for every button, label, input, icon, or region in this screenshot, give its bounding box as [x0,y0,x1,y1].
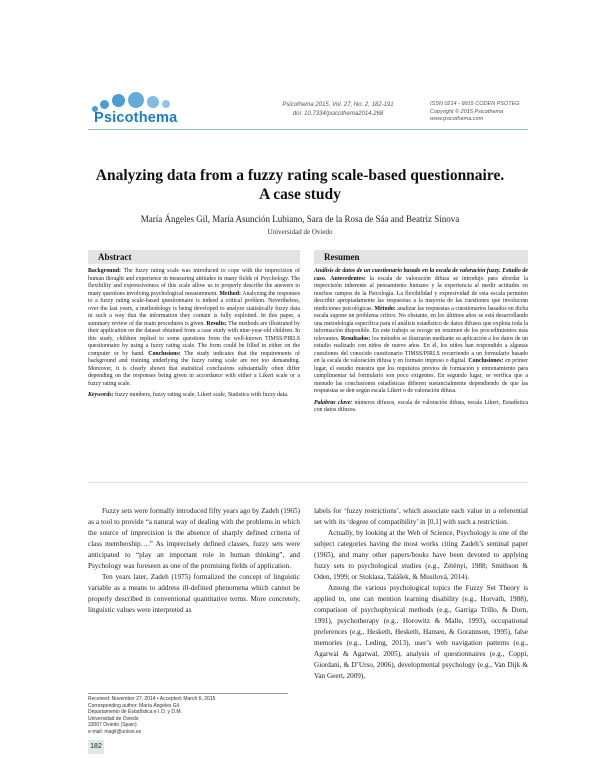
body-right-column [314,506,528,682]
page-number: 182 [88,740,104,754]
body-paragraph: Among the various psychological topics the Fuzzy Set Theory is applied to, one can mention learning disability (e.g., Horvath, 1988), comparison of psychophysical methods (e.g., Garriga Trillo, & Dorn, 1991), psychotherapy (e.g., Horowitz & Malle, 1993), occupational preferences (e.g., Hesketh, Hesketh, Hansen, & Gorannson, 1995), false memories (e.g., Leding, 2013), user’s web navigation patterns (e.g., Agarwal & Agarwal, 2005), analysis of questionnaires (e.g., Coppi, Giordani, & D’Urso, 2006), developmental psychology (e.g., Van Dijk & Van Geert, 2009), [314,584,528,680]
conclusiones-label: Conclusiones: [468,358,504,364]
city: 33007 Oviedo (Spain) [88,722,137,728]
resumen-section [314,250,528,415]
antecedentes-label: Antecedentes: [330,275,366,282]
header-divider [88,129,528,130]
doi-link[interactable]: doi: 10.7334/psicothema2014.268 [292,111,384,117]
copyright: Copyright © 2015 Psicothema [430,108,504,115]
issn-block [430,101,530,124]
palabras-label: Palabras clave: [314,399,353,406]
conclusions-label: Conclusions: [148,350,181,357]
background-label: Background: [88,268,121,274]
method-label: Method: [219,290,241,297]
conclusiones-text: en primer lugar, el estudio muestra que los requisitos previos de formación y entrenamiento para cumplimentar tal formulario son poco exigentes. En segundo lugar, se verifica que a menudo las conclusiones estadísticas difieren sustancialmente dependiendo de que las respuestas se den según escala Likert o de valoración difusa. [314,358,529,394]
received-dates: Received: November 27, 2014 • Accepted: March 6, 2015 [88,696,216,702]
footnote-divider [88,693,288,694]
resumen-title: Análisis de datos de un cuestionario basado en la escala de valoración fuzzy. [314,268,501,274]
abstract-text [88,268,300,400]
antecedentes-text: la escala de valoración difusa se introdujo para abordar la imprecisión inherente al pensamiento humano y la experiencia al medir actitudes en muchos campos de la Psicología. La flexibilidad y expresividad de esta escala permiten describir apropiadamente las respuestas a la mayoría de las cuestiones que involucran mediciones psicológicas. [314,275,529,312]
metodo-label: Método: [374,305,396,312]
keywords-text: fuzzy numbers, fuzzy rating scale, Likert scale, Statistics with fuzzy data. [115,392,289,398]
body-left-column [88,506,300,616]
corresponding-author: Corresponding author: María Ángeles Gil [88,702,179,709]
results-text: The methods are illustrated by their application on the dataset obtained from a case study with nine-year-old children. In this study, children replied to some questions from the well-known TIMSS/PIRLS questionnaire by using a fuzzy rating scale. The form could be filled in either on the computer or by hand. [88,320,300,357]
resultados-text: los métodos se ilustrarán mediante su aplicación a los datos de un estudio realizado con niños de nueve años. En él, los niños han respondido a algunas cuestiones del conocido cuestionario TIMSS/PIRLS recurriendo a un formulario basado en la escala de valoración difusa y en formato impreso o digital. [314,335,529,364]
section-divider [88,482,528,483]
metodo-text: analizar las respuestas a cuestionarios basados en dicha escala supone un problema crítico. No obstante, en los últimos años se está desarrollando una metodología específica para el análisis estadístico de datos difusos que explota toda la información disponible. En este trabajo se recoge un resumen de los procedimientos más relevantes. [314,305,528,342]
title-line-2: A case study [259,186,341,203]
authors: María Ángeles Gil, María Asunción Lubiano, Sara de la Rosa de Sáa and Beatriz Sinova [140,214,460,224]
journal-name: Psicothema [94,110,178,126]
body-paragraph: Actually, by looking at the Web of Science, Psychology is one of the subject categories having the most works citing Zadeh’s seminal paper (1965), and many other papers/books have been devoted to applying fuzzy sets to psychological studies (e.g., Zétényi, 1988; Smithson & Oden, 1999; or Stoklasa, Talášek, & Musilová, 2014). [314,529,528,581]
body-paragraph: Fuzzy sets were formally introduced fifty years ago by Zadeh (1965) as a tool to provide “a natural way of dealing with the problems in which the source of imprecision is the absence of sharply defined criteria of class membership….” As imprecisely defined classes, fuzzy sets were anticipated to “play an important role in human thinking”, and Psychology was foreseen as one of the promising fields of application. [88,507,300,570]
journal-logo [88,88,210,152]
resumen-title-2: Estudio de caso. [314,268,528,282]
title-line-1: Analyzing data from a fuzzy rating scale-based questionnaire. [95,167,505,184]
footnote [88,696,288,735]
body-paragraph: labels for ‘fuzzy restrictions’, which associate each value in a referential set with its ‘degree of compatibility’ in [0,1] with such a restriction. [314,507,528,526]
university: Universidad de Oviedo [88,715,139,722]
body-paragraph: Ten years later, Zadeh (1975) formalized the concept of linguistic variable as a means to address ill-defined phenomena which cannot be properly described in conventional quantitative terms. More concretely, linguistic values were interpreted as [88,573,300,614]
email-link[interactable]: e-mail: magil@uniovi.es [88,728,142,735]
conclusions-text: The study indicates that the requirements of background and training underlying the fuzzy rating scale are not too demanding. Moreover, it is clearly shown that statistical conclusions substantially often differ depending on the responses being given in accordance with either a Likert scale or a fuzzy rating scale. [88,350,300,387]
department: Departamento de Estadística e I.O. y D.M. [88,709,182,715]
affiliation: Universidad de Oviedo [267,228,333,236]
keywords-label: Keywords: [88,392,114,398]
paper-title [80,166,520,204]
resultados-label: Resultados: [340,335,371,342]
abstract-heading: Abstract [88,250,300,264]
method-text: Analyzing the responses to a fuzzy rating scale-based questionnaire is indeed a critical problem. Nevertheless, over the last years, a methodology is being developed to analyze statistically fuzzy data in such a way that the information they contain is fully exploited. In this paper, a summary review of the main procedures is given. [88,290,300,327]
citation: Psicothema 2015, Vol. 27, No. 2, 182-191 [282,102,394,108]
background-text: The fuzzy rating scale was introduced to cope with the imprecision of human thought and experience in measuring attitudes in many fields of Psychology. The flexibility and expressiveness of this scale allow us to properly describe the answers to many questions involving psychological measurement. [88,268,300,297]
resumen-heading: Resumen [314,250,528,264]
website-link[interactable]: www.psicothema.com [430,116,484,122]
resumen-text [314,268,528,415]
palabras-text: números difusos, escala de valoración difusa, escala Likert, Estadística con datos difusos. [314,399,528,413]
issn: ISSN 0214 - 9915 CODEN PSOTEG [430,101,520,107]
citation-block [268,101,408,119]
results-label: Results: [206,320,227,327]
abstract-section [88,250,300,400]
